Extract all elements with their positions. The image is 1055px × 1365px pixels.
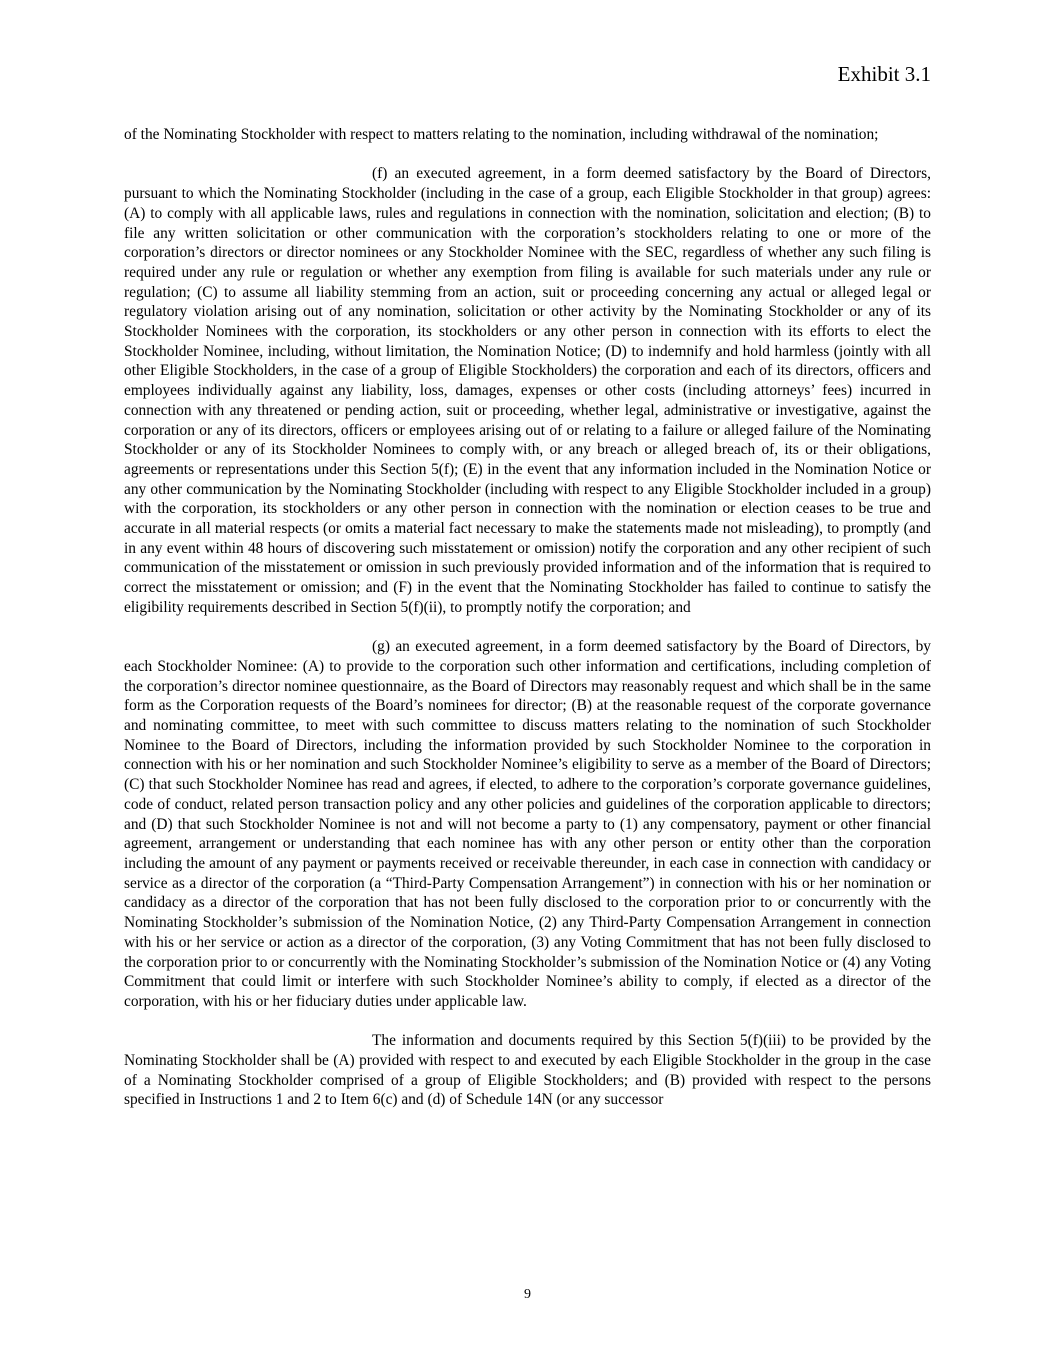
exhibit-label: Exhibit 3.1 bbox=[837, 62, 931, 86]
paragraph-clause-f: (f) an executed agreement, in a form deemed satisfactory by the Board of Directors, pursuant to which the Nominating Stockholder (including in the case of a group, each Eligible Stockholder in that group) agrees: (A) to comply with all applicable laws, rules and regulations in connection with the nomination, solicitation and election; (B) to file any written solicitation or other communication with the corporation’s stockholders relating to one or more of the corporation’s directors or director nominees or any Stockholder Nominee with the SEC, regardless of whether any such filing is required under any rule or regulation or whether any exemption from filing is available for such materials under any rule or regulation; (C) to assume all liability stemming from an action, suit or proceeding concerning any actual or alleged legal or regulatory violation arising out of any nomination, solicitation or other activity by the Nominating Stockholder or any of its Stockholder Nominees with the corporation, its stockholders or any other person in connection with its efforts to elect the Stockholder Nominee, including, without limitation, the Nomination Notice; (D) to indemnify and hold harmless (jointly with all other Eligible Stockholders, in the case of a group of Eligible Stockholders) the corporation and each of its directors, officers and employees individually against any liability, loss, damages, expenses or other costs (including attorneys’ fees) incurred in connection with any threatened or pending action, suit or proceeding, whether legal, administrative or investigative, against the corporation or any of its directors, officers or employees arising out of or relating to a failure or alleged failure of the Nominating Stockholder or any of its Stockholder Nominees to comply with, or any breach or alleged breach of, its or their obligations, agreements or representations under this Section 5(f); (E) in the event that any information included in the Nomination Notice or any other communication by the Nominating Stockholder (including with respect to any Eligible Stockholder included in a group) with the corporation, its stockholders or any other person in connection with the nomination or election ceases to be true and accurate in all material respects (or omits a material fact necessary to make the statements made not misleading), to promptly (and in any event within 48 hours of discovering such misstatement or omission) notify the corporation and any other recipient of such communication of the misstatement or omission in such previously provided information and of the information that is required to correct the misstatement or omission; and (F) in the event that the Nominating Stockholder has failed to continue to satisfy the eligibility requirements described in Section 5(f)(ii), to promptly notify the corporation; and bbox=[124, 165, 931, 616]
paragraph-information-requirements: The information and documents required by this Section 5(f)(iii) to be provided by the Nominating Stockholder shall be (A) provided with respect to and executed by each Eligible Stockholder in the group in the case of a Nominating Stockholder comprised of a group of Eligible Stockholders; and (B) provided with respect to the persons specified in Instructions 1 and 2 to Item 6(c) and (d) of Schedule 14N (or any successor bbox=[124, 1032, 931, 1109]
paragraph-continuation: of the Nominating Stockholder with respect to matters relating to the nomination, including withdrawal of the nomination; bbox=[124, 126, 879, 143]
paragraph-clause-g: (g) an executed agreement, in a form deemed satisfactory by the Board of Directors, by each Stockholder Nominee: (A) to provide to the corporation such other information and certifications, including completion of the corporation’s director nominee questionnaire, as the Board of Directors may reasonably request and which shall be in the same form as the Corporation requests of the Board’s nominees for director; (B) at the reasonable request of the corporate governance and nominating committee, to meet with such committee to discuss matters relating to the nomination of such Stockholder Nominee to the Board of Directors, including the information provided by such Stockholder Nominee to the corporation in connection with his or her nomination and such Stockholder Nominee’s eligibility to serve as a member of the Board of Directors; (C) that such Stockholder Nominee has read and agrees, if elected, to adhere to the corporation’s corporate governance guidelines, code of conduct, related person transaction policy and any other policies and guidelines of the corporation applicable to directors; and (D) that such Stockholder Nominee is not and will not become a party to (1) any compensatory, payment or other financial agreement, arrangement or understanding that each nominee has with any other person or entity other than the corporation including the amount of any payment or payments received or receivable thereunder, in each case in connection with candidacy or service as a director of the corporation (a “Third-Party Compensation Arrangement”) in connection with his or her nomination or candidacy as a director of the corporation that has not been fully disclosed to the corporation prior to or concurrently with the Nominating Stockholder’s submission of the Nomination Notice, (2) any Third-Party Compensation Arrangement in connection with his or her service or action as a director of the corporation, (3) any Voting Commitment that has not been fully disclosed to the corporation prior to or concurrently with the Nominating Stockholder’s submission of the Nomination Notice or (4) any Voting Commitment that could limit or interfere with such Stockholder Nominee’s ability to comply, if elected as a director of the corporation, with his or her fiduciary duties under applicable law. bbox=[124, 638, 931, 1010]
page-number: 9 bbox=[524, 1287, 531, 1302]
document-body bbox=[124, 125, 931, 1110]
